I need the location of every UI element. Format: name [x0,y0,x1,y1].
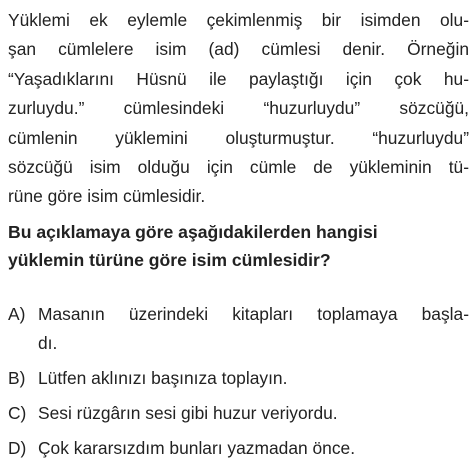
option-b[interactable] [8,364,469,393]
option-letter: A) [8,303,26,324]
option-text [38,399,469,428]
option-text-line: dı. [38,332,58,353]
passage-line: Yüklemi ek eylemle çekimlenmiş bir isimden olu- [8,10,469,30]
option-text-line: Masanın üzerindeki kitapları toplamaya başla- [38,303,469,324]
answer-options [8,300,469,463]
option-a[interactable] [8,300,469,358]
option-c[interactable] [8,399,469,428]
passage-line: cümlenin yüklemini oluşturmuştur. “huzurluydu” [8,127,469,148]
option-letter: D) [8,437,27,458]
option-text [38,364,469,393]
passage-line: “Yaşadıklarını Hüsnü ile paylaştığı için çok hu- [8,68,469,89]
option-letter: B) [8,367,26,388]
option-text [38,300,469,358]
question-stem [8,218,469,274]
passage-line: rüne göre isim cümlesidir. [8,186,206,207]
option-text-line: Çok kararsızdım bunları yazmadan önce. [38,437,356,458]
option-letter: C) [8,402,27,423]
passage-line: şan cümlelere isim (ad) cümlesi denir. Örneğin [8,39,469,60]
passage-line: zurluydu.” cümlesindeki “huzurluydu” sözcüğü, [8,98,469,119]
passage-line: sözcüğü isim olduğu için cümle de yükleminin tü- [8,157,469,178]
passage-text [8,6,469,212]
option-text [38,434,469,463]
question-line: yüklemin türüne göre isim cümlesidir? [8,249,331,270]
question-line: Bu açıklamaya göre aşağıdakilerden hangisi [8,221,378,242]
option-text-line: Lütfen aklınızı başınıza toplayın. [38,367,288,388]
option-d[interactable] [8,434,469,463]
option-text-line: Sesi rüzgârın sesi gibi huzur veriyordu. [38,402,338,423]
